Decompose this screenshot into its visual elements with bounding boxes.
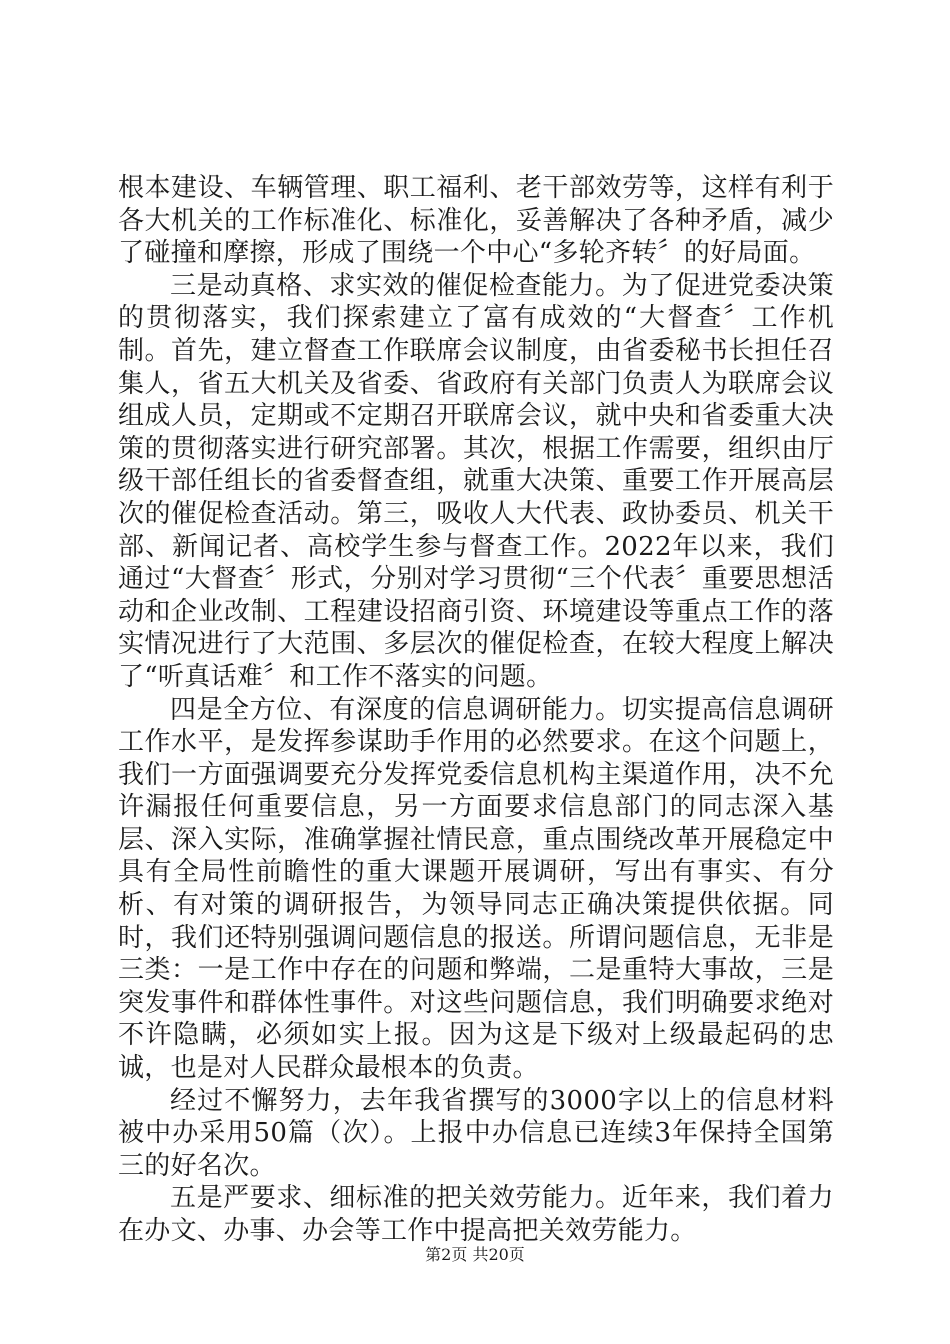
paragraph-service: 五是严要求、细标准的把关效劳能力。近年来，我们着力在办文、办事、办会等工作中提高把关效劳能力。 xyxy=(118,1183,834,1246)
paragraph-continuation: 根本建设、车辆管理、职工福利、老干部效劳等，这样有利于各大机关的工作标准化、标准化，妥善解决了各种矛盾，减少了碰撞和摩擦，形成了围绕一个中心“多轮齐转〞的好局面。 xyxy=(118,173,834,269)
paragraph-supervision: 三是动真格、求实效的催促检查能力。为了促进党委决策的贯彻落实，我们探索建立了富有成效的“大督查〞工作机制。首先，建立督查工作联席会议制度，由省委秘书长担任召集人，省五大机关及省委、省政府有关部门负责人为联席会议组成人员，定期或不定期召开联席会议，就中央和省委重大决策的贯彻落实进行研究部署。其次，根据工作需要，组织由厅级干部任组长的省委督查组，就重大决策、重要工作开展高层次的催促检查活动。第三，吸收人大代表、政协委员、机关干部、新闻记者、高校学生参与督查工作。2022年以来，我们通过“大督查〞形式，分别对学习贯彻“三个代表〞重要思想活动和企业改制、工程建设招商引资、环境建设等重点工作的落实情况进行了大范围、多层次的催促检查，在较大程度上解决了“听真话难〞和工作不落实的问题。 xyxy=(118,270,834,692)
document-body xyxy=(118,172,834,1248)
paragraph-results: 经过不懈努力，去年我省撰写的3000字以上的信息材料被中办采用50篇（次）。上报中办信息已连续3年保持全国第三的好名次。 xyxy=(118,1085,834,1181)
paragraph-research: 四是全方位、有深度的信息调研能力。切实提高信息调研工作水平，是发挥参谋助手作用的必然要求。在这个问题上，我们一方面强调要充分发挥党委信息机构主渠道作用，决不允许漏报任何重要信息，另一方面要求信息部门的同志深入基层、深入实际，准确掌握社情民意，重点围绕改革开展稳定中具有全局性前瞻性的重大课题开展调研，写出有事实、有分析、有对策的调研报告，为领导同志正确决策提供依据。同时，我们还特别强调问题信息的报送。所谓问题信息，无非是三类：一是工作中存在的问题和弊端，二是重特大事故，三是突发事件和群体性事件。对这些问题信息，我们明确要求绝对不许隐瞒，必须如实上报。因为这是下级对上级最起码的忠诚，也是对人民群众最根本的负责。 xyxy=(118,694,834,1084)
page-number-footer: 第2页 共20页 xyxy=(425,1245,525,1264)
